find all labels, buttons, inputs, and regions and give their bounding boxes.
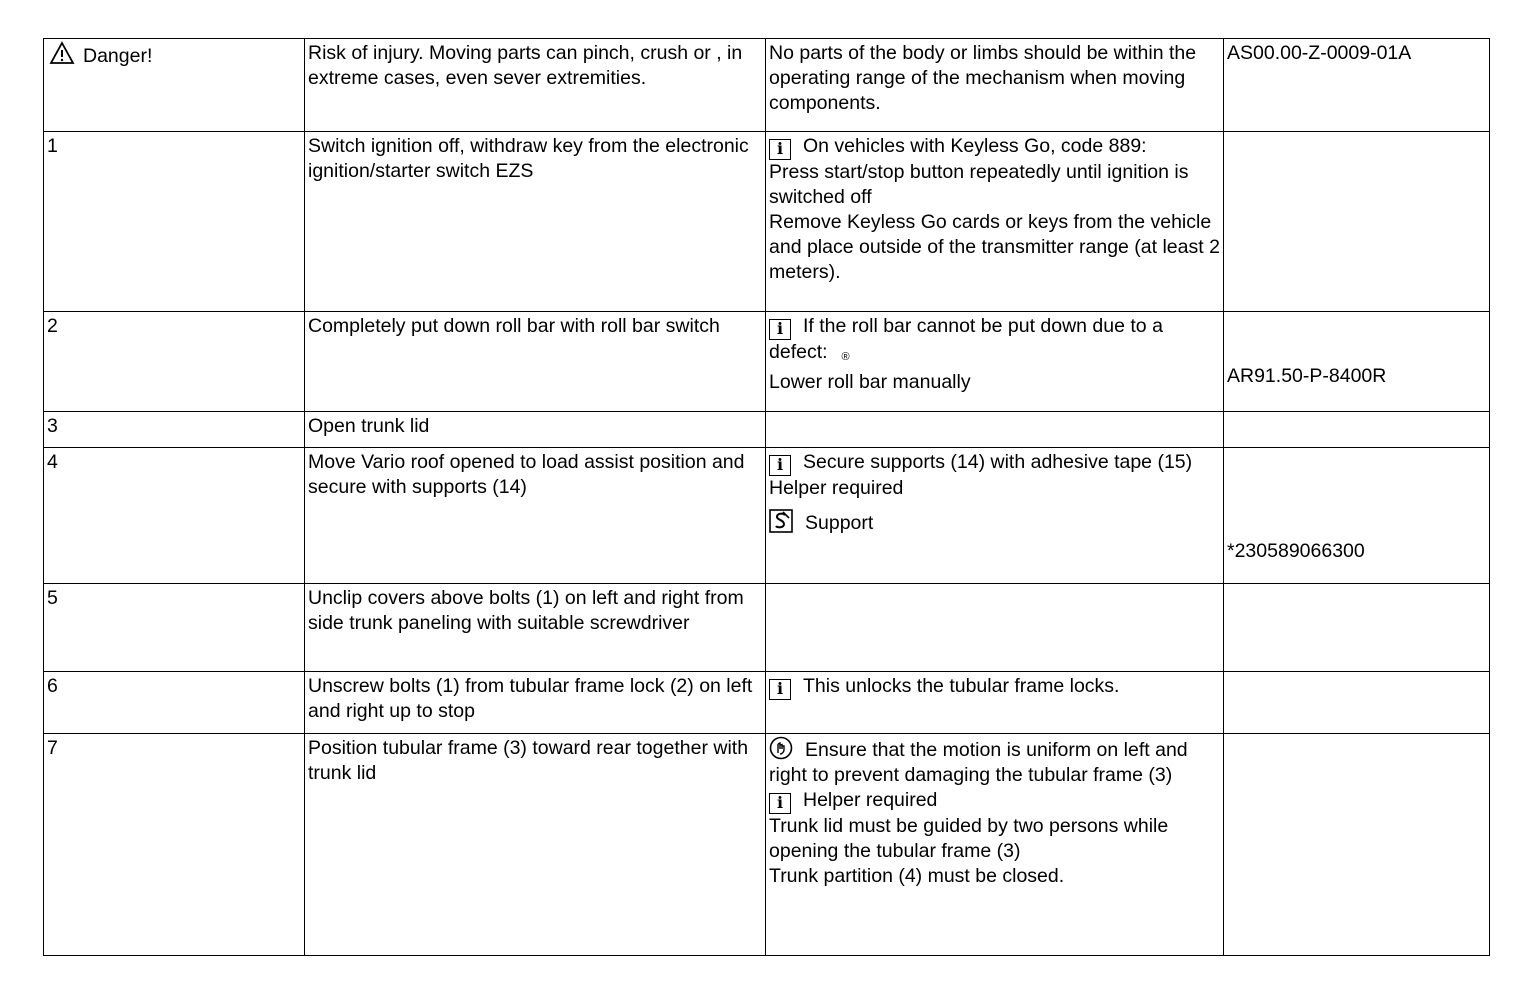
note-info: Secure supports (14) with adhesive tape (15) bbox=[803, 451, 1193, 473]
caution-hand-icon bbox=[769, 736, 793, 760]
step-number: 6 bbox=[44, 672, 305, 734]
note-info: Helper required bbox=[803, 789, 938, 811]
step-reference bbox=[1224, 312, 1490, 412]
step-row bbox=[44, 672, 1490, 734]
danger-reference: AS00.00-Z-0009-01A bbox=[1224, 39, 1490, 132]
step-number: 4 bbox=[44, 448, 305, 584]
step-row bbox=[44, 734, 1490, 956]
note-text: Helper required bbox=[769, 477, 904, 499]
danger-instruction: No parts of the body or limbs should be within the operating range of the mechanism when moving components. bbox=[766, 39, 1224, 132]
danger-label: Danger! bbox=[83, 45, 153, 67]
note-text: Trunk partition (4) must be closed. bbox=[769, 865, 1065, 887]
step-row bbox=[44, 584, 1490, 672]
note-info: If the roll bar cannot be put down due to a defect: bbox=[769, 315, 1163, 363]
step-number: 1 bbox=[44, 132, 305, 312]
step-notes bbox=[766, 132, 1224, 312]
note-tool: Support bbox=[805, 512, 874, 534]
step-number: 7 bbox=[44, 734, 305, 956]
step-action: Unscrew bolts (1) from tubular frame lock (2) on left and right up to stop bbox=[305, 672, 766, 734]
step-row bbox=[44, 448, 1490, 584]
step-notes bbox=[766, 448, 1224, 584]
note-symbol: ® bbox=[841, 351, 850, 363]
danger-risk-text: Risk of injury. Moving parts can pinch, crush or , in extreme cases, even sever extremities. bbox=[305, 39, 766, 132]
step-row bbox=[44, 132, 1490, 312]
step-notes bbox=[766, 412, 1224, 448]
note-info: This unlocks the tubular frame locks. bbox=[803, 675, 1120, 697]
note-caution: Ensure that the motion is uniform on left and right to prevent damaging the tubular frame (3) bbox=[769, 739, 1188, 786]
step-reference bbox=[1224, 412, 1490, 448]
warning-triangle-icon bbox=[49, 41, 75, 65]
step-number: 5 bbox=[44, 584, 305, 672]
step-reference bbox=[1224, 584, 1490, 672]
note-text: Lower roll bar manually bbox=[769, 371, 971, 393]
info-icon: i bbox=[769, 679, 791, 700]
step-notes bbox=[766, 584, 1224, 672]
step-notes bbox=[766, 312, 1224, 412]
note-info: On vehicles with Keyless Go, code 889: bbox=[803, 135, 1147, 157]
step-reference bbox=[1224, 448, 1490, 584]
step-action: Unclip covers above bolts (1) on left and right from side trunk paneling with suitable screwdriver bbox=[305, 584, 766, 672]
step-action: Switch ignition off, withdraw key from the electronic ignition/starter switch EZS bbox=[305, 132, 766, 312]
note-text: Remove Keyless Go cards or keys from the vehicle and place outside of the transmitter range (at least 2 meters). bbox=[769, 211, 1220, 283]
step-notes bbox=[766, 734, 1224, 956]
danger-row bbox=[44, 39, 1490, 132]
info-icon: i bbox=[769, 793, 791, 814]
step-action: Move Vario roof opened to load assist position and secure with supports (14) bbox=[305, 448, 766, 584]
danger-cell bbox=[44, 39, 305, 132]
reference-link[interactable]: *230589066300 bbox=[1227, 540, 1365, 562]
info-icon: i bbox=[769, 455, 791, 476]
info-icon: i bbox=[769, 139, 791, 160]
step-reference bbox=[1224, 132, 1490, 312]
reference-link[interactable]: AR91.50-P-8400R bbox=[1227, 365, 1387, 387]
step-reference bbox=[1224, 672, 1490, 734]
info-icon: i bbox=[769, 319, 791, 340]
step-number: 2 bbox=[44, 312, 305, 412]
step-action: Position tubular frame (3) toward rear together with trunk lid bbox=[305, 734, 766, 956]
step-action: Open trunk lid bbox=[305, 412, 766, 448]
special-tool-icon bbox=[769, 509, 793, 533]
step-number: 3 bbox=[44, 412, 305, 448]
step-action: Completely put down roll bar with roll bar switch bbox=[305, 312, 766, 412]
note-text: Press start/stop button repeatedly until ignition is switched off bbox=[769, 161, 1189, 208]
step-row bbox=[44, 312, 1490, 412]
step-reference bbox=[1224, 734, 1490, 956]
procedure-table bbox=[43, 38, 1490, 956]
step-notes bbox=[766, 672, 1224, 734]
note-text: Trunk lid must be guided by two persons while opening the tubular frame (3) bbox=[769, 815, 1169, 862]
step-row bbox=[44, 412, 1490, 448]
